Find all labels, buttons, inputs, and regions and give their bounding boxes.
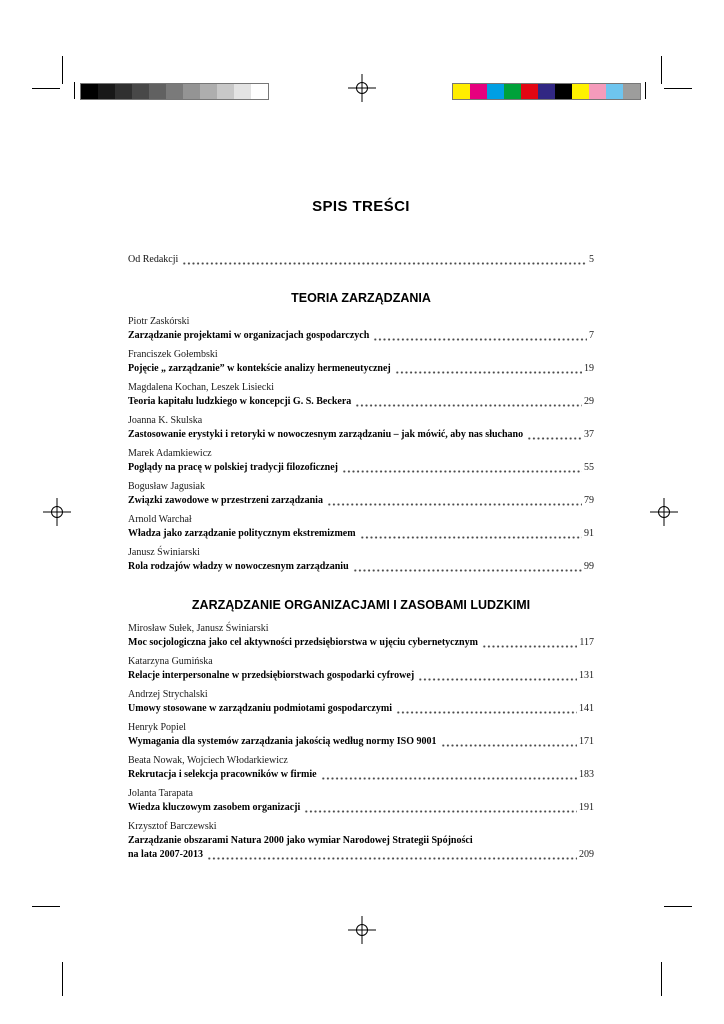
entry-line xyxy=(128,395,594,409)
dot-leader xyxy=(482,645,577,648)
toc-entry xyxy=(128,622,594,650)
entry-page-number: 55 xyxy=(584,462,594,473)
entry-line xyxy=(128,801,594,815)
entry-line xyxy=(128,560,594,574)
grayscale-swatch xyxy=(217,84,234,99)
entry-title: Teoria kapitału ludzkiego w koncepcji G. S. Beckera xyxy=(128,396,352,407)
entry-authors: Andrzej Strychalski xyxy=(128,689,208,700)
dot-leader xyxy=(396,711,577,714)
entry-line xyxy=(128,461,594,475)
crop-mark-bottom-right-v xyxy=(661,962,662,996)
entry-title: Moc socjologiczna jako cel aktywności przedsiębiorstwa w ujęciu cybernetycznym xyxy=(128,637,478,648)
grayscale-calibration-bar xyxy=(80,83,269,100)
dot-leader xyxy=(395,371,582,374)
crop-mark-bottom-right-h xyxy=(664,906,692,907)
dot-leader xyxy=(207,857,577,860)
crop-mark-bottom-left-v xyxy=(62,962,63,996)
entry-title: Wiedza kluczowym zasobem organizacji xyxy=(128,802,301,813)
entry-authors: Marek Adamkiewicz xyxy=(128,448,212,459)
entry-title: Zarządzanie projektami w organizacjach gospodarczych xyxy=(128,330,370,341)
crop-mark-top-right-v xyxy=(661,56,662,84)
dot-leader xyxy=(355,404,582,407)
entry-page-number: 7 xyxy=(589,330,594,341)
entry-title: Rekrutacja i selekcja pracowników w firmie xyxy=(128,769,317,780)
color-swatch xyxy=(521,84,538,99)
registration-mark-right-icon xyxy=(650,498,678,526)
toc-sections xyxy=(128,291,594,862)
color-calibration-bar xyxy=(452,83,641,100)
entry-authors: Henryk Popiel xyxy=(128,722,187,733)
entry-authors: Franciszek Gołembski xyxy=(128,349,218,360)
color-swatch xyxy=(453,84,470,99)
color-swatch xyxy=(487,84,504,99)
toc-entry xyxy=(128,820,594,862)
entry-title: Związki zawodowe w przestrzeni zarządzania xyxy=(128,495,323,506)
entry-title: Zarządzanie obszarami Natura 2000 jako wymiar Narodowej Strategii Spójności xyxy=(128,835,473,846)
entry-title: Relacje interpersonalne w przedsiębiorstwach gospodarki cyfrowej xyxy=(128,670,415,681)
entry-authors: Mirosław Sułek, Janusz Świniarski xyxy=(128,623,269,634)
toc-entry xyxy=(128,315,594,343)
entry-page-number: 171 xyxy=(579,736,594,747)
registration-mark-bottom-icon xyxy=(348,916,376,944)
color-swatch xyxy=(470,84,487,99)
entry-page-number: 117 xyxy=(579,637,594,648)
crop-mark-top-left-h xyxy=(32,88,60,89)
entry-line xyxy=(128,636,594,650)
entry-line xyxy=(128,669,594,683)
entry-title: Rola rodzajów władzy w nowoczesnym zarządzaniu xyxy=(128,561,349,572)
grayscale-swatch xyxy=(149,84,166,99)
entry-authors: Katarzyna Gumińska xyxy=(128,656,213,667)
bar-tick-right xyxy=(645,82,646,99)
entry-title: Umowy stosowane w zarządzaniu podmiotami gospodarczymi xyxy=(128,703,392,714)
entry-title: Wymagania dla systemów zarządzania jakością według normy ISO 9001 xyxy=(128,736,437,747)
entry-page-number: 79 xyxy=(584,495,594,506)
dot-leader xyxy=(321,777,577,780)
dot-leader xyxy=(304,810,577,813)
dot-leader xyxy=(360,536,582,539)
toc-entry xyxy=(128,721,594,749)
color-swatch xyxy=(538,84,555,99)
crop-mark-top-left-v xyxy=(62,56,63,84)
entry-line xyxy=(128,768,594,782)
entry-authors: Janusz Świniarski xyxy=(128,547,200,558)
registration-mark-top-icon xyxy=(348,74,376,102)
entry-authors: Arnold Warchał xyxy=(128,514,192,525)
grayscale-swatch xyxy=(115,84,132,99)
entry-line xyxy=(128,848,594,862)
grayscale-swatch xyxy=(251,84,268,99)
dot-leader xyxy=(527,437,582,440)
page-title: SPIS TREŚCI xyxy=(312,198,410,215)
crop-mark-top-right-h xyxy=(664,88,692,89)
dot-leader xyxy=(441,744,577,747)
entry-authors: Krzysztof Barczewski xyxy=(128,821,217,832)
entry-page-number: 209 xyxy=(579,849,594,860)
color-swatch xyxy=(555,84,572,99)
entry-authors: Magdalena Kochan, Leszek Lisiecki xyxy=(128,382,275,393)
grayscale-swatch xyxy=(81,84,98,99)
entry-title-continued: na lata 2007-2013 xyxy=(128,849,203,860)
entry-line xyxy=(128,428,594,442)
entry-authors: Piotr Zaskórski xyxy=(128,316,190,327)
table-of-contents xyxy=(128,198,594,867)
entry-line xyxy=(128,494,594,508)
crop-mark-bottom-left-h xyxy=(32,906,60,907)
toc-entry xyxy=(128,754,594,782)
entry-page-number: 5 xyxy=(589,254,594,265)
entry-page-number: 29 xyxy=(584,396,594,407)
entry-title: Pojęcie „ zarządzanie” w kontekście analizy hermeneutycznej xyxy=(128,363,391,374)
toc-entry xyxy=(128,480,594,508)
toc-entry xyxy=(128,348,594,376)
color-swatch xyxy=(572,84,589,99)
grayscale-swatch xyxy=(183,84,200,99)
entry-line xyxy=(128,329,594,343)
front-matter-entry xyxy=(128,253,594,267)
entry-line xyxy=(128,362,594,376)
grayscale-swatch xyxy=(132,84,149,99)
entry-authors: Joanna K. Skulska xyxy=(128,415,203,426)
grayscale-swatch xyxy=(98,84,115,99)
entry-page-number: 131 xyxy=(579,670,594,681)
entry-title: Władza jako zarządzanie politycznym ekstremizmem xyxy=(128,528,356,539)
entry-page-number: 99 xyxy=(584,561,594,572)
toc-entry xyxy=(128,688,594,716)
entry-page-number: 191 xyxy=(579,802,594,813)
color-swatch xyxy=(606,84,623,99)
toc-entry xyxy=(128,655,594,683)
front-matter-label: Od Redakcji xyxy=(128,254,179,265)
color-swatch xyxy=(589,84,606,99)
entry-title: Zastosowanie erystyki i retoryki w nowoczesnym zarządzaniu – jak mówić, aby nas słuchano xyxy=(128,429,524,440)
dot-leader xyxy=(342,470,582,473)
toc-entry xyxy=(128,546,594,574)
section-heading: ZARZĄDZANIE ORGANIZACJAMI I ZASOBAMI LUDZKIMI xyxy=(191,598,531,612)
toc-entry xyxy=(128,513,594,541)
entry-line xyxy=(128,527,594,541)
grayscale-swatch xyxy=(200,84,217,99)
dot-leader xyxy=(182,262,587,265)
grayscale-swatch xyxy=(166,84,183,99)
dot-leader xyxy=(418,678,577,681)
toc-entry xyxy=(128,787,594,815)
toc-entry xyxy=(128,447,594,475)
toc-entry xyxy=(128,414,594,442)
bar-tick-left xyxy=(74,82,75,99)
entry-title: Poglądy na pracę w polskiej tradycji filozoficznej xyxy=(128,462,338,473)
entry-authors: Bogusław Jagusiak xyxy=(128,481,205,492)
entry-page-number: 141 xyxy=(579,703,594,714)
entry-page-number: 91 xyxy=(584,528,594,539)
entry-line xyxy=(128,735,594,749)
dot-leader xyxy=(327,503,582,506)
entry-page-number: 37 xyxy=(584,429,594,440)
entry-page-number: 183 xyxy=(579,769,594,780)
entry-line xyxy=(128,702,594,716)
entry-page-number: 19 xyxy=(584,363,594,374)
registration-mark-left-icon xyxy=(43,498,71,526)
dot-leader xyxy=(353,569,582,572)
entry-authors: Jolanta Tarapata xyxy=(128,788,193,799)
color-swatch xyxy=(504,84,521,99)
grayscale-swatch xyxy=(234,84,251,99)
entry-authors: Beata Nowak, Wojciech Włodarkiewicz xyxy=(128,755,288,766)
color-swatch xyxy=(623,84,640,99)
dot-leader xyxy=(373,338,587,341)
section-heading: TEORIA ZARZĄDZANIA xyxy=(291,291,431,305)
toc-entry xyxy=(128,381,594,409)
